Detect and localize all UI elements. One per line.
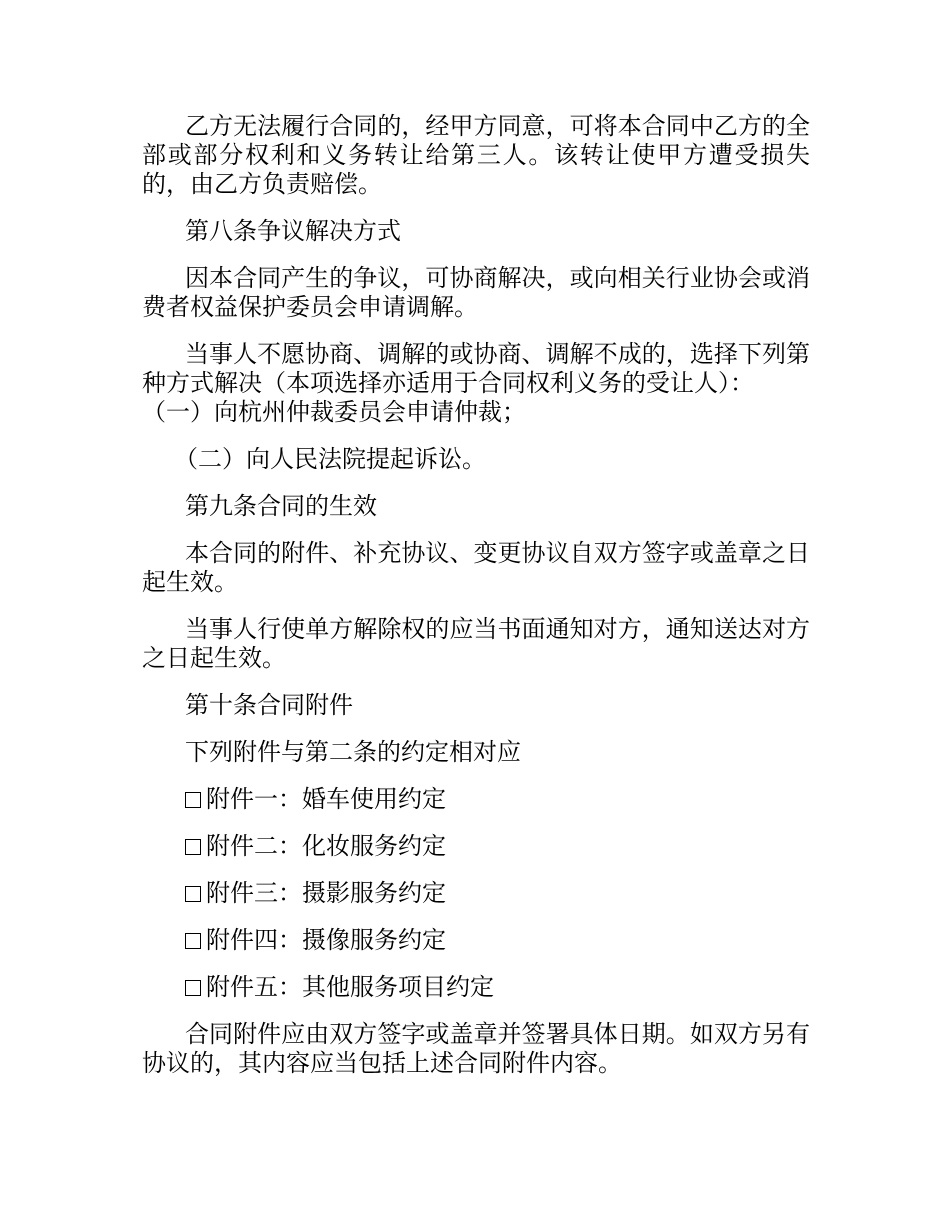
attachment-label: 附件一：婚车使用约定: [206, 785, 446, 813]
paragraph-attachments-intro: 下列附件与第二条的约定相对应: [185, 738, 521, 766]
dispute-option-arbitration: （一）向杭州仲裁委员会申请仲裁；: [142, 398, 526, 426]
attachment-item: [185, 832, 810, 861]
paragraph-effectiveness: 本合同的附件、补充协议、变更协议自双方签字或盖章之日起生效。: [142, 539, 810, 596]
checkbox-icon[interactable]: [185, 886, 201, 902]
paragraph-termination-notice: 当事人行使单方解除权的应当书面通知对方，通知送达对方之日起生效。: [142, 615, 810, 672]
checkbox-icon[interactable]: [185, 980, 201, 996]
checkbox-icon[interactable]: [185, 839, 201, 855]
attachment-label: 附件二：化妆服务约定: [206, 832, 446, 860]
paragraph-dispute-options: 当事人不愿协商、调解的或协商、调解不成的，选择下列第种方式解决（本项选择亦适用于合同权利义务的受让人）：: [142, 340, 810, 397]
attachment-label: 附件三：摄影服务约定: [206, 879, 446, 907]
checkbox-icon[interactable]: [185, 933, 201, 949]
document-page: [142, 112, 810, 1096]
article-8-heading: 第八条争议解决方式: [185, 217, 401, 245]
paragraph-dispute-negotiation: 因本合同产生的争议，可协商解决，或向相关行业协会或消费者权益保护委员会申请调解。: [142, 264, 810, 321]
attachment-label: 附件四：摄像服务约定: [206, 926, 446, 954]
attachment-item: [185, 926, 810, 955]
dispute-option-litigation: （二）向人民法院提起诉讼。: [174, 445, 486, 473]
article-10-heading: 第十条合同附件: [185, 691, 353, 719]
attachment-label: 附件五：其他服务项目约定: [206, 973, 494, 1001]
attachment-item: [185, 785, 810, 814]
attachment-item: [185, 973, 810, 1002]
attachment-item: [185, 879, 810, 908]
article-9-heading: 第九条合同的生效: [185, 492, 377, 520]
paragraph-transfer-rights: 乙方无法履行合同的，经甲方同意，可将本合同中乙方的全部或部分权利和义务转让给第三人。该转让使甲方遭受损失的，由乙方负责赔偿。: [142, 112, 810, 198]
paragraph-attachment-signing: 合同附件应由双方签字或盖章并签署具体日期。如双方另有协议的，其内容应当包括上述合同附件内容。: [142, 1020, 810, 1077]
checkbox-icon[interactable]: [185, 792, 201, 808]
